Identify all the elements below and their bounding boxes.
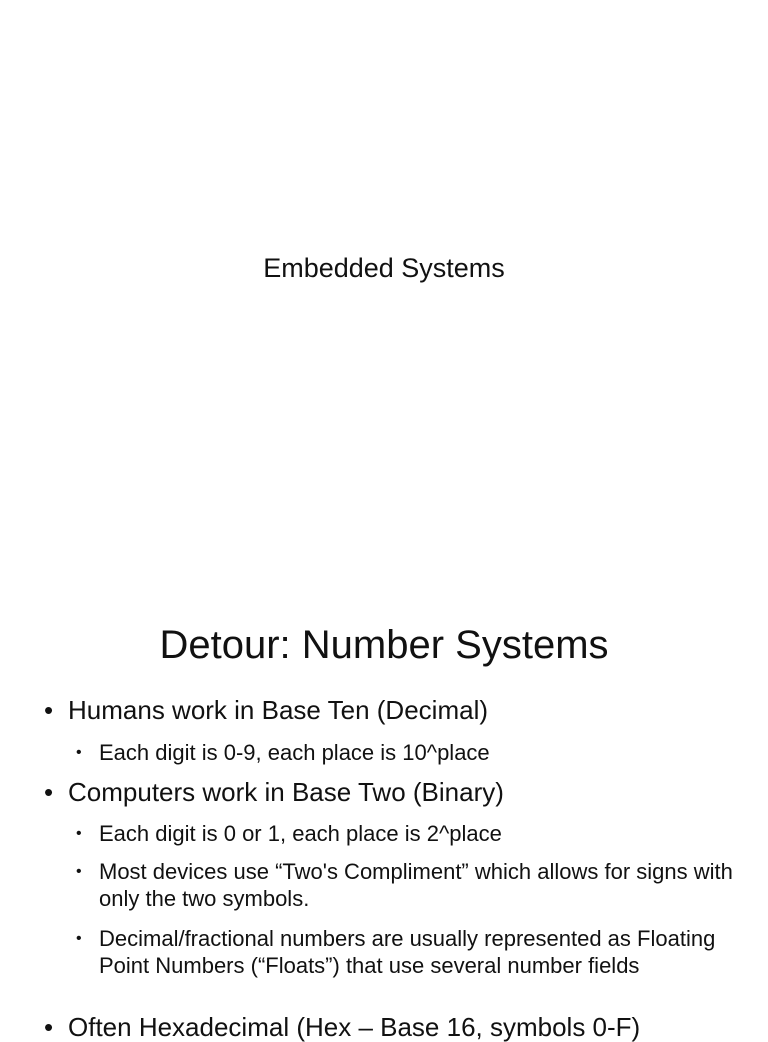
bullet-text: Each digit is 0-9, each place is 10^place — [99, 740, 490, 765]
bullet-text: Computers work in Base Two (Binary) — [68, 777, 504, 807]
bullet-text: Decimal/fractional numbers are usually represented as Floating Point Numbers (“Floats”) that use several number fields — [99, 926, 716, 978]
bullet-marker: • — [76, 930, 82, 947]
slide-2-title: Detour: Number Systems — [159, 623, 609, 667]
bullet-marker: • — [76, 744, 82, 761]
bullet-text: Often Hexadecimal (Hex – Base 16, symbols 0-F) — [68, 1012, 641, 1042]
bullet-marker: • — [76, 863, 82, 880]
sub-bullet-item — [76, 925, 736, 979]
bullet-text: Most devices use “Two's Compliment” which allows for signs with only the two symbols. — [99, 859, 733, 911]
bullet-marker: • — [44, 695, 54, 725]
slide-1-title: Embedded Systems — [263, 253, 505, 283]
bullet-marker: • — [44, 777, 54, 807]
bullet-marker: • — [76, 825, 82, 842]
bullet-text: Humans work in Base Ten (Decimal) — [68, 695, 488, 725]
sub-bullet-item — [76, 820, 736, 847]
sub-bullet-item — [76, 858, 736, 912]
bullet-marker: • — [44, 1012, 54, 1042]
sub-bullet-item — [76, 739, 736, 766]
bullet-text: Each digit is 0 or 1, each place is 2^place — [99, 821, 502, 846]
